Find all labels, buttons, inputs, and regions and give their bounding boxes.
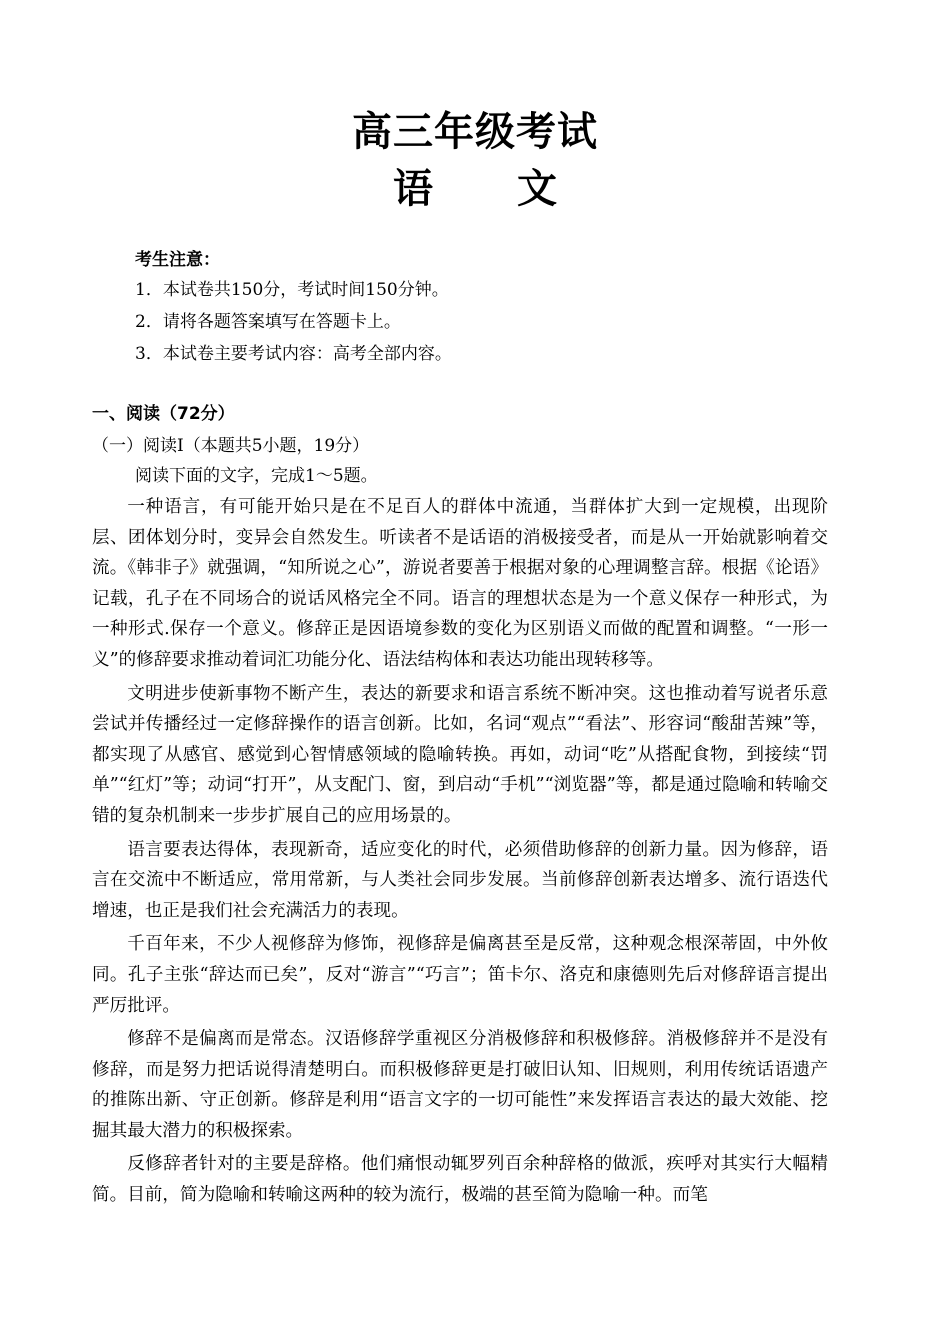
section-heading: 一、阅读（72分） <box>92 404 235 424</box>
passage-paragraph-4: 千百年来，不少人视修辞为修饰，视修辞是偏离甚至是反常，这种观念根深蒂固，中外攸同。孔子主张“辞达而已矣”，反对“游言”“巧言”；笛卡尔、洛克和康德则先后对修辞语言提出严厉批评。 <box>92 934 828 1016</box>
passage-paragraph-1: 一种语言，有可能开始只是在不足百人的群体中流通，当群体扩大到一定规模，出现阶层、团体划分时，变异会自然发生。听读者不是话语的消极接受者，而是从一开始就影响着交流。《韩非子》就强调，“知所说之心”，游说者要善于根据对象的心理调整言辞。根据《论语》记载，孔子在不同场合的说话风格完全不同。语言的理想状态是为一个意义保存一种形式，为一种形式.保存一个意义。修辞正是因语境参数的变化为区别语义而做的配置和调整。“一形一义”的修辞要求推动着词汇功能分化、语法结构体和表达功能出现转移等。 <box>92 497 828 670</box>
notice-item-1: 1．本试卷共150分，考试时间150分钟。 <box>135 280 449 300</box>
candidate-notice <box>135 246 835 370</box>
notice-heading: 考生注意： <box>135 250 220 270</box>
reading-passage <box>92 492 828 1214</box>
passage-paragraph-6: 反修辞者针对的主要是辞格。他们痛恨动辄罗列百余种辞格的做派，疾呼对其实行大幅精简。目前，简为隐喻和转喻这两种的较为流行，极端的甚至简为隐喻一种。而笔 <box>92 1154 828 1206</box>
section-subheading: （一）阅读Ⅰ（本题共5小题，19分） <box>92 436 370 456</box>
notice-item-3: 3．本试卷主要考试内容：高考全部内容。 <box>135 344 452 364</box>
passage-paragraph-2: 文明进步使新事物不断产生，表达的新要求和语言系统不断冲突。这也推动着写说者乐意尝试并传播经过一定修辞操作的语言创新。比如，名词“观点”“看法”、形容词“酸甜苦辣”等，都实现了从感官、感觉到心智情感领域的隐喻转换。再如，动词“吃”从搭配食物，到接续“罚单”“红灯”等；动词“打开”，从支配门、窗，到启动“手机”“浏览器”等，都是通过隐喻和转喻交错的复杂机制来一步步扩展自己的应用场景的。 <box>92 683 828 826</box>
subject-title-char-1: 语 <box>393 166 433 212</box>
passage-paragraph-5: 修辞不是偏离而是常态。汉语修辞学重视区分消极修辞和积极修辞。消极修辞并不是没有修辞，而是努力把话说得清楚明白。而积极修辞更是打破旧认知、旧规则，利用传统话语遗产的推陈出新、守正创新。修辞是利用“语言文字的一切可能性”来发挥语言表达的最大效能、挖掘其最大潜力的积极探索。 <box>92 1029 828 1141</box>
subject-title-char-2: 文 <box>517 166 557 212</box>
notice-item-2: 2．请将各题答案填写在答题卡上。 <box>135 312 401 332</box>
reading-instruction: 阅读下面的文字，完成1～5题。 <box>135 466 378 486</box>
passage-paragraph-3: 语言要表达得体，表现新奇，适应变化的时代，必须借助修辞的创新力量。因为修辞，语言在交流中不断适应，常用常新，与人类社会同步发展。当前修辞创新表达增多、流行语迭代增速，也正是我们社会充满活力的表现。 <box>92 839 828 921</box>
subject-title <box>0 164 950 214</box>
exam-title: 高三年级考试 <box>352 109 598 155</box>
